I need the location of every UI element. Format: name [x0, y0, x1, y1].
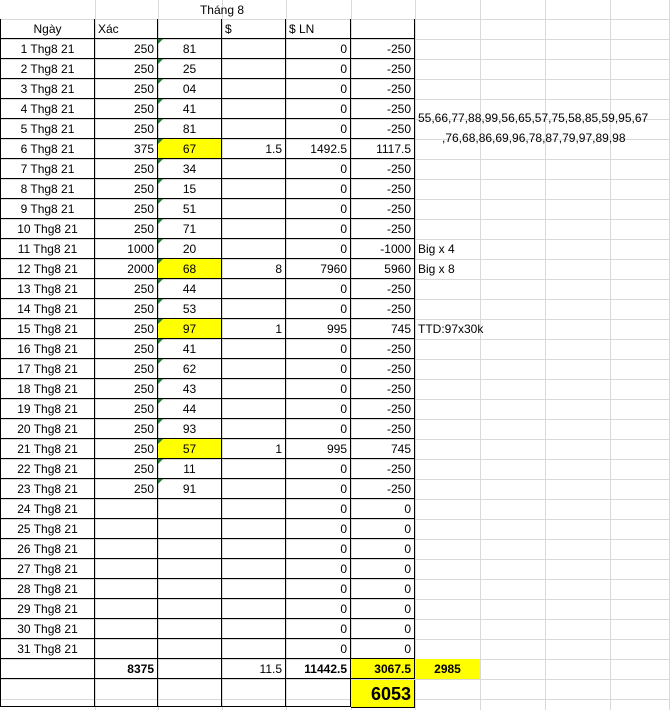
sheet-title[interactable]: Tháng 8 — [199, 3, 245, 17]
grand-empty-4[interactable] — [222, 679, 286, 707]
ln-cell[interactable]: 0 — [286, 379, 351, 399]
net-cell[interactable]: 0 — [351, 579, 415, 599]
date-cell[interactable]: 27 Thg8 21 — [0, 559, 95, 579]
header-ln[interactable]: $ LN — [286, 19, 351, 39]
net-cell[interactable]: 5960 — [351, 259, 415, 279]
xac-cell[interactable]: 250 — [95, 159, 158, 179]
total-ln[interactable]: 11442.5 — [286, 659, 351, 679]
usd-cell[interactable] — [222, 459, 286, 479]
xac-cell[interactable]: 375 — [95, 139, 158, 159]
usd-cell[interactable]: 8 — [222, 259, 286, 279]
date-cell[interactable]: 26 Thg8 21 — [0, 539, 95, 559]
usd-cell[interactable] — [222, 179, 286, 199]
date-cell[interactable]: 8 Thg8 21 — [0, 179, 95, 199]
usd-cell[interactable] — [222, 119, 286, 139]
note-big8[interactable]: Big x 8 — [418, 262, 455, 276]
net-cell[interactable]: -250 — [351, 479, 415, 499]
xac-cell[interactable] — [95, 619, 158, 639]
net-cell[interactable]: -250 — [351, 39, 415, 59]
number-cell[interactable]: 43 — [158, 379, 222, 399]
total-number-cell[interactable] — [158, 659, 222, 679]
date-cell[interactable]: 13 Thg8 21 — [0, 279, 95, 299]
net-cell[interactable]: -250 — [351, 159, 415, 179]
usd-cell[interactable] — [222, 159, 286, 179]
number-cell[interactable] — [158, 599, 222, 619]
date-cell[interactable]: 28 Thg8 21 — [0, 579, 95, 599]
usd-cell[interactable] — [222, 339, 286, 359]
ln-cell[interactable]: 0 — [286, 459, 351, 479]
number-cell[interactable]: 68 — [158, 259, 222, 279]
number-cell[interactable]: 41 — [158, 339, 222, 359]
xac-cell[interactable]: 250 — [95, 119, 158, 139]
number-cell[interactable]: 67 — [158, 139, 222, 159]
usd-cell[interactable] — [222, 219, 286, 239]
total-usd[interactable]: 11.5 — [222, 659, 286, 679]
header-number[interactable] — [158, 19, 222, 39]
ln-cell[interactable]: 0 — [286, 79, 351, 99]
ln-cell[interactable]: 0 — [286, 99, 351, 119]
date-cell[interactable]: 31 Thg8 21 — [0, 639, 95, 659]
usd-cell[interactable] — [222, 619, 286, 639]
number-cell[interactable]: 57 — [158, 439, 222, 459]
date-cell[interactable]: 11 Thg8 21 — [0, 239, 95, 259]
xac-cell[interactable]: 250 — [95, 299, 158, 319]
ln-cell[interactable]: 0 — [286, 499, 351, 519]
usd-cell[interactable] — [222, 199, 286, 219]
ln-cell[interactable]: 0 — [286, 619, 351, 639]
ln-cell[interactable]: 0 — [286, 219, 351, 239]
net-cell[interactable]: 0 — [351, 559, 415, 579]
xac-cell[interactable]: 250 — [95, 459, 158, 479]
number-cell[interactable] — [158, 519, 222, 539]
xac-cell[interactable]: 250 — [95, 99, 158, 119]
header-net[interactable] — [351, 19, 415, 39]
number-cell[interactable]: 25 — [158, 59, 222, 79]
date-cell[interactable]: 14 Thg8 21 — [0, 299, 95, 319]
xac-cell[interactable]: 250 — [95, 479, 158, 499]
date-cell[interactable]: 21 Thg8 21 — [0, 439, 95, 459]
date-cell[interactable]: 25 Thg8 21 — [0, 519, 95, 539]
numbers-note-line2: ,76,68,86,69,96,78,87,79,97,89,98 — [442, 131, 626, 145]
xac-cell[interactable] — [95, 639, 158, 659]
number-cell[interactable]: 20 — [158, 239, 222, 259]
number-cell[interactable]: 11 — [158, 459, 222, 479]
date-cell[interactable]: 7 Thg8 21 — [0, 159, 95, 179]
ln-cell[interactable]: 0 — [286, 339, 351, 359]
number-cell[interactable]: 41 — [158, 99, 222, 119]
number-cell[interactable]: 44 — [158, 399, 222, 419]
date-cell[interactable]: 1 Thg8 21 — [0, 39, 95, 59]
xac-cell[interactable]: 250 — [95, 219, 158, 239]
net-cell[interactable]: -250 — [351, 59, 415, 79]
usd-cell[interactable] — [222, 539, 286, 559]
usd-cell[interactable] — [222, 379, 286, 399]
total-net[interactable]: 3067.5 — [351, 659, 415, 679]
number-cell[interactable]: 15 — [158, 179, 222, 199]
net-cell[interactable]: -1000 — [351, 239, 415, 259]
ln-cell[interactable]: 0 — [286, 399, 351, 419]
xac-cell[interactable] — [95, 579, 158, 599]
net-cell[interactable]: 0 — [351, 519, 415, 539]
date-cell[interactable]: 2 Thg8 21 — [0, 59, 95, 79]
ln-cell[interactable]: 0 — [286, 639, 351, 659]
number-cell[interactable] — [158, 579, 222, 599]
note-big4[interactable]: Big x 4 — [418, 242, 455, 256]
net-cell[interactable]: 0 — [351, 499, 415, 519]
net-cell[interactable]: -250 — [351, 339, 415, 359]
grand-empty-3[interactable] — [158, 679, 222, 707]
date-cell[interactable]: 6 Thg8 21 — [0, 139, 95, 159]
number-cell[interactable]: 53 — [158, 299, 222, 319]
net-cell[interactable]: -250 — [351, 199, 415, 219]
ln-cell[interactable]: 0 — [286, 279, 351, 299]
xac-cell[interactable]: 1000 — [95, 239, 158, 259]
xac-cell[interactable]: 250 — [95, 379, 158, 399]
gridline-vertical — [545, 0, 546, 710]
total-xac[interactable]: 8375 — [95, 659, 158, 679]
net-cell[interactable]: 745 — [351, 439, 415, 459]
usd-cell[interactable] — [222, 499, 286, 519]
xac-cell[interactable] — [95, 499, 158, 519]
usd-cell[interactable]: 1.5 — [222, 139, 286, 159]
extra-total[interactable]: 2985 — [415, 659, 480, 679]
usd-cell[interactable]: 1 — [222, 319, 286, 339]
xac-cell[interactable]: 250 — [95, 439, 158, 459]
usd-cell[interactable] — [222, 99, 286, 119]
grand-empty-5[interactable] — [286, 679, 351, 707]
numbers-note-line1: 55,66,77,88,99,56,65,57,75,58,85,59,95,67 — [418, 111, 649, 125]
xac-cell[interactable]: 250 — [95, 339, 158, 359]
usd-cell[interactable] — [222, 519, 286, 539]
ln-cell[interactable]: 0 — [286, 359, 351, 379]
net-cell[interactable]: -250 — [351, 79, 415, 99]
xac-cell[interactable]: 250 — [95, 319, 158, 339]
usd-cell[interactable] — [222, 399, 286, 419]
xac-cell[interactable]: 250 — [95, 199, 158, 219]
header-usd[interactable]: $ — [222, 19, 286, 39]
xac-cell[interactable]: 250 — [95, 399, 158, 419]
gridline-vertical — [610, 0, 611, 710]
date-cell[interactable]: 17 Thg8 21 — [0, 359, 95, 379]
ln-cell[interactable]: 0 — [286, 299, 351, 319]
usd-cell[interactable] — [222, 239, 286, 259]
xac-cell[interactable] — [95, 539, 158, 559]
date-cell[interactable]: 4 Thg8 21 — [0, 99, 95, 119]
number-cell[interactable] — [158, 639, 222, 659]
date-cell[interactable]: 30 Thg8 21 — [0, 619, 95, 639]
number-cell[interactable]: 51 — [158, 199, 222, 219]
net-cell[interactable]: -250 — [351, 299, 415, 319]
numbers-note[interactable] — [418, 108, 670, 148]
totals-label-cell[interactable] — [0, 659, 95, 679]
number-cell[interactable]: 81 — [158, 119, 222, 139]
number-cell[interactable] — [158, 559, 222, 579]
net-cell[interactable]: 0 — [351, 539, 415, 559]
gridline-vertical — [480, 0, 481, 710]
ln-cell[interactable]: 0 — [286, 119, 351, 139]
date-cell[interactable]: 29 Thg8 21 — [0, 599, 95, 619]
usd-cell[interactable] — [222, 479, 286, 499]
net-cell[interactable]: -250 — [351, 219, 415, 239]
header-date[interactable]: Ngày — [0, 19, 95, 39]
gridline-vertical — [415, 0, 416, 710]
usd-cell[interactable] — [222, 39, 286, 59]
ln-cell[interactable]: 0 — [286, 199, 351, 219]
usd-cell[interactable] — [222, 639, 286, 659]
date-cell[interactable]: 16 Thg8 21 — [0, 339, 95, 359]
xac-cell[interactable]: 250 — [95, 419, 158, 439]
xac-cell[interactable] — [95, 559, 158, 579]
ln-cell[interactable]: 0 — [286, 239, 351, 259]
xac-cell[interactable]: 250 — [95, 359, 158, 379]
xac-cell[interactable]: 250 — [95, 59, 158, 79]
net-cell[interactable]: -250 — [351, 459, 415, 479]
net-cell[interactable]: -250 — [351, 119, 415, 139]
ln-cell[interactable]: 0 — [286, 599, 351, 619]
number-cell[interactable] — [158, 539, 222, 559]
date-cell[interactable]: 12 Thg8 21 — [0, 259, 95, 279]
net-cell[interactable]: 745 — [351, 319, 415, 339]
number-cell[interactable]: 91 — [158, 479, 222, 499]
ln-cell[interactable]: 995 — [286, 319, 351, 339]
ln-cell[interactable]: 0 — [286, 479, 351, 499]
net-cell[interactable]: -250 — [351, 99, 415, 119]
xac-cell[interactable]: 250 — [95, 179, 158, 199]
xac-cell[interactable]: 250 — [95, 279, 158, 299]
ln-cell[interactable]: 0 — [286, 159, 351, 179]
usd-cell[interactable] — [222, 579, 286, 599]
number-cell[interactable]: 71 — [158, 219, 222, 239]
date-cell[interactable]: 18 Thg8 21 — [0, 379, 95, 399]
number-cell[interactable]: 62 — [158, 359, 222, 379]
ln-cell[interactable]: 0 — [286, 559, 351, 579]
usd-cell[interactable]: 1 — [222, 439, 286, 459]
date-cell[interactable]: 3 Thg8 21 — [0, 79, 95, 99]
usd-cell[interactable] — [222, 559, 286, 579]
note-ttd[interactable]: TTD:97x30k — [418, 322, 484, 336]
number-cell[interactable] — [158, 499, 222, 519]
date-cell[interactable]: 19 Thg8 21 — [0, 399, 95, 419]
usd-cell[interactable] — [222, 419, 286, 439]
ln-cell[interactable]: 995 — [286, 439, 351, 459]
date-cell[interactable]: 9 Thg8 21 — [0, 199, 95, 219]
date-cell[interactable]: 5 Thg8 21 — [0, 119, 95, 139]
net-cell[interactable]: -250 — [351, 379, 415, 399]
number-cell[interactable] — [158, 619, 222, 639]
ln-cell[interactable]: 0 — [286, 419, 351, 439]
ln-cell[interactable]: 0 — [286, 579, 351, 599]
xac-cell[interactable]: 250 — [95, 79, 158, 99]
date-cell[interactable]: 24 Thg8 21 — [0, 499, 95, 519]
usd-cell[interactable] — [222, 359, 286, 379]
net-cell[interactable]: 0 — [351, 599, 415, 619]
net-cell[interactable]: -250 — [351, 359, 415, 379]
number-cell[interactable]: 97 — [158, 319, 222, 339]
net-cell[interactable]: -250 — [351, 279, 415, 299]
xac-cell[interactable]: 2000 — [95, 259, 158, 279]
date-cell[interactable]: 20 Thg8 21 — [0, 419, 95, 439]
grand-total[interactable]: 6053 — [351, 680, 415, 708]
grand-empty-1[interactable] — [0, 679, 95, 707]
net-cell[interactable]: 1117.5 — [351, 139, 415, 159]
usd-cell[interactable] — [222, 79, 286, 99]
date-cell[interactable]: 23 Thg8 21 — [0, 479, 95, 499]
xac-cell[interactable] — [95, 599, 158, 619]
usd-cell[interactable] — [222, 59, 286, 79]
ln-cell[interactable]: 0 — [286, 179, 351, 199]
ln-cell[interactable]: 7960 — [286, 259, 351, 279]
usd-cell[interactable] — [222, 279, 286, 299]
ln-cell[interactable]: 1492.5 — [286, 139, 351, 159]
grand-empty-2[interactable] — [95, 679, 158, 707]
ln-cell[interactable]: 0 — [286, 59, 351, 79]
date-cell[interactable]: 22 Thg8 21 — [0, 459, 95, 479]
net-cell[interactable]: -250 — [351, 419, 415, 439]
net-cell[interactable]: -250 — [351, 399, 415, 419]
number-cell[interactable]: 93 — [158, 419, 222, 439]
net-cell[interactable]: 0 — [351, 639, 415, 659]
number-cell[interactable]: 81 — [158, 39, 222, 59]
usd-cell[interactable] — [222, 299, 286, 319]
date-cell[interactable]: 15 Thg8 21 — [0, 319, 95, 339]
number-cell[interactable]: 34 — [158, 159, 222, 179]
xac-cell[interactable] — [95, 519, 158, 539]
number-cell[interactable]: 44 — [158, 279, 222, 299]
ln-cell[interactable]: 0 — [286, 39, 351, 59]
net-cell[interactable]: -250 — [351, 179, 415, 199]
header-xac[interactable]: Xác — [95, 19, 158, 39]
ln-cell[interactable]: 0 — [286, 519, 351, 539]
ln-cell[interactable]: 0 — [286, 539, 351, 559]
usd-cell[interactable] — [222, 599, 286, 619]
number-cell[interactable]: 04 — [158, 79, 222, 99]
xac-cell[interactable]: 250 — [95, 39, 158, 59]
date-cell[interactable]: 10 Thg8 21 — [0, 219, 95, 239]
net-cell[interactable]: 0 — [351, 619, 415, 639]
